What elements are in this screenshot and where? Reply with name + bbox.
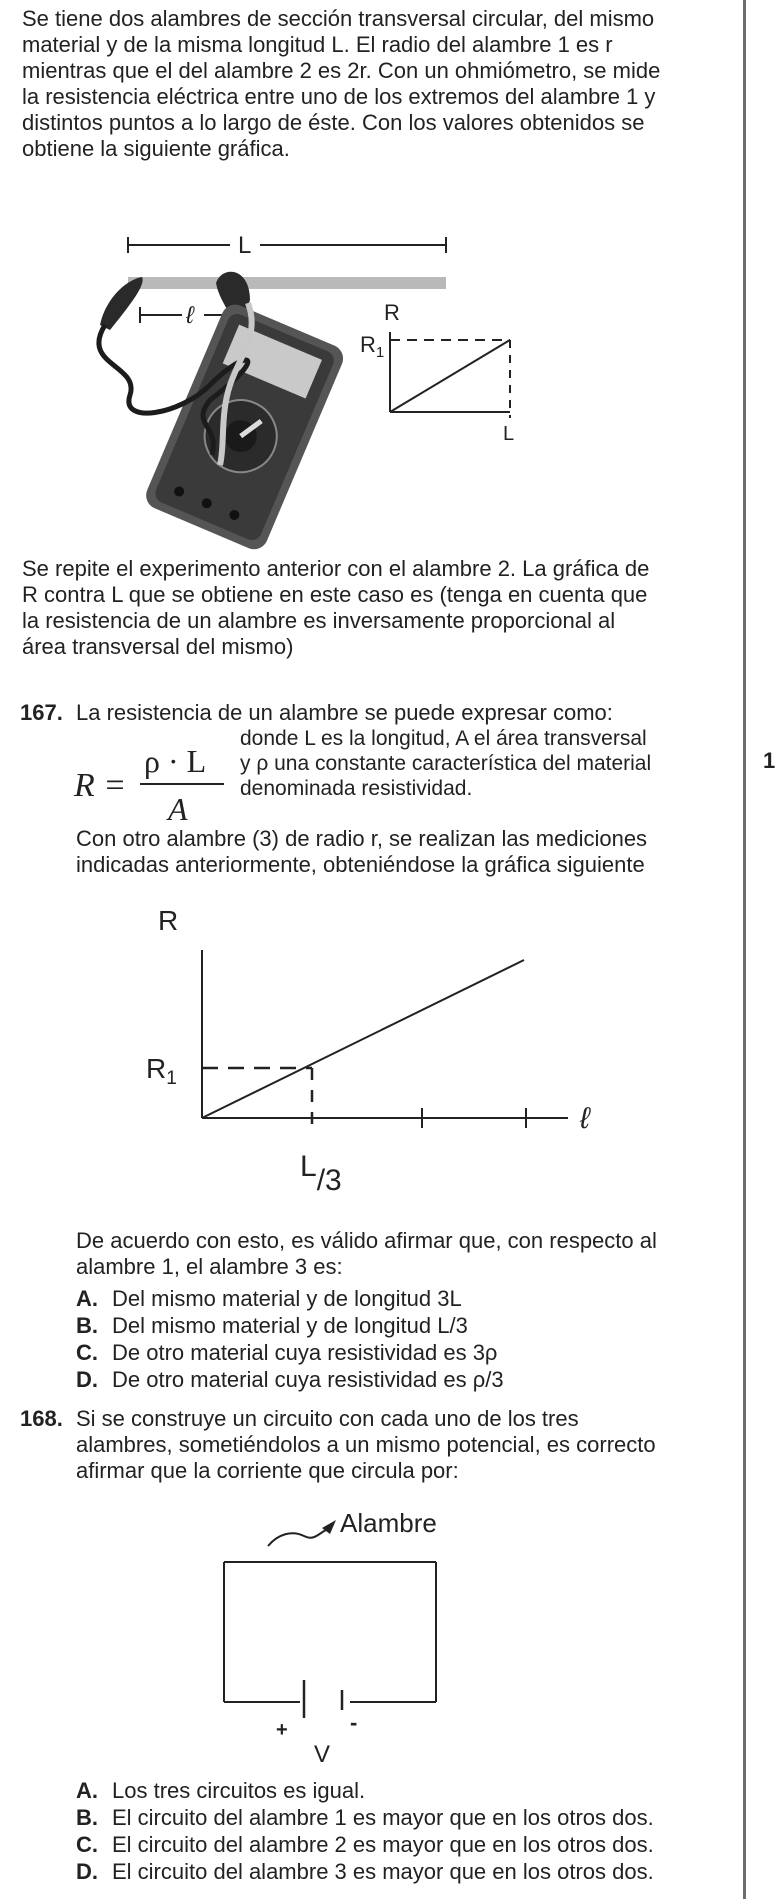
wire-label: Alambre (340, 1508, 437, 1538)
question-167-context: Con otro alambre (3) de radio r, se realizan las mediciones indicadas anteriormente, obteniéndose la gráfica siguiente (76, 826, 648, 877)
battery-plus: + (276, 1719, 288, 1741)
voltage-label: V (314, 1741, 331, 1768)
graph3-axis-R: R (158, 905, 179, 936)
ell-label: ℓ (186, 302, 194, 329)
q167-option-d[interactable]: D. De otro material cuya resistividad es ρ/3 (76, 1367, 504, 1392)
resistance-formula (72, 740, 242, 830)
graph3-axis-ell: ℓ (580, 1102, 590, 1135)
formula-description: donde L es la longitud, A el área transversal y ρ una constante característica del material denominada resistividad. (240, 727, 652, 800)
q168-option-a[interactable]: A. Los tres circuitos es igual. (76, 1778, 366, 1803)
question-167-lead: La resistencia de un alambre se puede expresar como: (76, 700, 613, 725)
q168-option-d[interactable]: D. El circuito del alambre 3 es mayor que en los otros dos. (76, 1859, 654, 1884)
wire-1 (128, 277, 446, 289)
graph-wire3 (140, 900, 610, 1200)
repeat-paragraph: Se repite el experimento anterior con el alambre 2. La gráfica de R contra L que se obtiene en este caso es (tenga en cuenta que la resistencia de un alambre es inversamente proporcional al área transversal del mismo) (22, 556, 650, 659)
question-167-stem: De acuerdo con esto, es válido afirmar que, con respecto al alambre 1, el alambre 3 es: (76, 1228, 657, 1279)
q168-option-c[interactable]: C. El circuito del alambre 2 es mayor que en los otros dos. (76, 1832, 654, 1857)
next-column-number: 1 (763, 748, 775, 773)
question-168-number: 168. (20, 1406, 63, 1431)
graph1-axis-R: R (384, 300, 400, 325)
column-divider (743, 0, 746, 1899)
length-L-label: L (238, 232, 252, 259)
battery-minus: - (350, 1710, 358, 1735)
graph1-axis-L: L (503, 423, 515, 445)
graph-wire1 (360, 300, 530, 450)
question-167-number: 167. (20, 700, 63, 725)
question-168-text: Si se construye un circuito con cada uno de los tres alambres, sometiéndolos a un mismo potencial, es correcto afirmar que la corriente que circula por: (76, 1406, 656, 1483)
svg-text:A: A (168, 791, 188, 827)
circuit-diagram (200, 1500, 460, 1780)
graph1-R1-label: $R_1$ (360, 332, 385, 361)
q167-option-c[interactable]: C. De otro material cuya resistividad es 3ρ (76, 1340, 498, 1365)
graph3-R1-label: $R_1$ (146, 1053, 177, 1089)
q167-option-a[interactable]: A. Del mismo material y de longitud 3L (76, 1286, 462, 1311)
q167-option-b[interactable]: B. Del mismo material y de longitud L/3 (76, 1313, 468, 1338)
multimeter (142, 300, 348, 553)
intro-paragraph: Se tiene dos alambres de sección transversal circular, del mismo material y de la misma longitud L. El radio del alambre 1 es r mientras que el del alambre 2 es 2r. Con un ohmiómetro, se mide la resistencia eléctrica entre uno de los extremos del alambre 1 y distintos puntos a lo largo de éste. Con los valores obtenidos se obtiene la siguiente gráfica. (22, 6, 661, 161)
left-clip (100, 277, 143, 330)
svg-text:ρ · L: ρ · L (144, 743, 207, 779)
q168-option-b[interactable]: B. El circuito del alambre 1 es mayor que en los otros dos. (76, 1805, 654, 1830)
graph3-L-over-3: L/3 (300, 1150, 342, 1197)
svg-text:R =: R = (74, 767, 127, 804)
